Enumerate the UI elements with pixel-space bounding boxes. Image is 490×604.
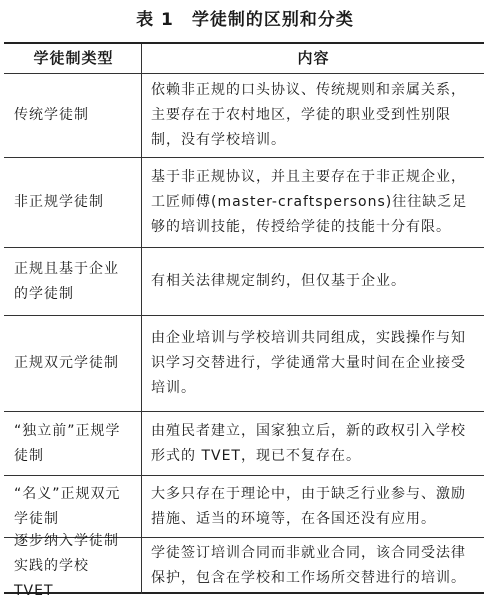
table-row xyxy=(4,158,484,248)
row-content: 大多只存在于理论中，由于缺乏行业参与、激励措施、适当的环境等，在各国还没有应用。 xyxy=(151,485,466,527)
row-content: 学徒签订培训合同而非就业合同，该合同受法律保护，包含在学校和工作场所交替进行的培训。 xyxy=(151,545,466,586)
row-content: 由企业培训与学校培训共同组成，实践操作与知识学习交替进行，学徒通常大量时间在企业接受培训。 xyxy=(151,330,466,396)
row-content: 基于非正规协议，并且主要存在于非正规企业，工匠师傅(master-craftspersons)往往缺乏足够的培训技能，传授给学徒的技能十分有限。 xyxy=(151,169,468,235)
row-type: 逐步纳入学徒制实践的学校 TVET xyxy=(4,538,142,594)
table-row xyxy=(4,316,484,412)
header-content: 内容 xyxy=(297,49,330,67)
row-content: 由殖民者建立，国家独立后，新的政权引入学校形式的 TVET，现已不复存在。 xyxy=(151,422,466,464)
table-row xyxy=(4,74,484,158)
table-row xyxy=(4,412,484,476)
classification-table xyxy=(4,42,484,599)
row-type: 正规且基于企业的学徒制 xyxy=(4,248,142,315)
table-row xyxy=(4,532,484,599)
row-type: 非正规学徒制 xyxy=(4,158,142,247)
row-content: 有相关法律规定制约，但仅基于企业。 xyxy=(151,273,406,289)
row-type: 正规双元学徒制 xyxy=(4,316,142,411)
row-type: “独立前”正规学徒制 xyxy=(4,412,142,475)
row-content: 依赖非正规的口头协议、传统规则和亲属关系，主要存在于农村地区，学徒的职业受到性别限制，没有学校培训。 xyxy=(151,82,466,148)
table-title: 表 1 学徒制的区别和分类 xyxy=(136,10,354,30)
row-type: 传统学徒制 xyxy=(4,74,142,157)
header-type: 学徒制类型 xyxy=(4,44,142,73)
table-row xyxy=(4,248,484,316)
row-type: “名义”正规双元学徒制 xyxy=(4,476,142,537)
table-header-row xyxy=(4,44,484,74)
